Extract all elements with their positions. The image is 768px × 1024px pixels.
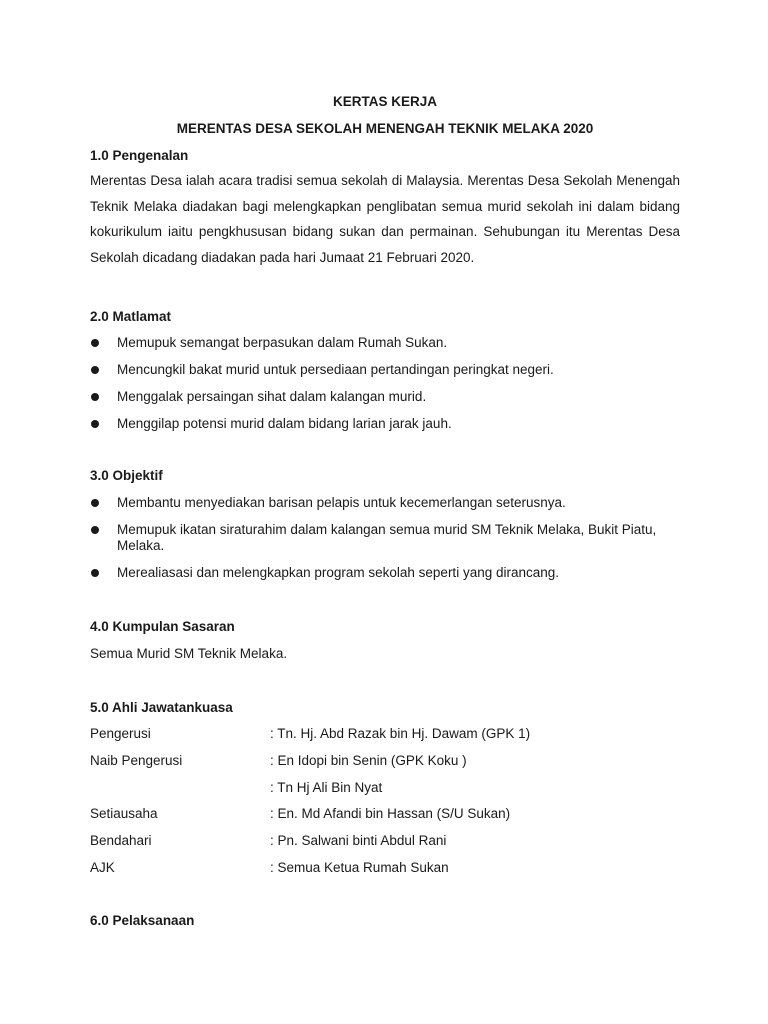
committee-role: AJK xyxy=(90,860,115,875)
committee-member: : En. Md Afandi bin Hassan (S/U Sukan) xyxy=(270,806,511,821)
section-heading-kumpulan-sasaran: 4.0 Kumpulan Sasaran xyxy=(90,619,235,634)
committee-role: Pengerusi xyxy=(90,726,151,741)
list-item xyxy=(90,565,680,581)
committee-member: : Tn Hj Ali Bin Nyat xyxy=(270,780,383,795)
bullet-icon xyxy=(91,339,99,347)
section-heading-pengenalan: 1.0 Pengenalan xyxy=(90,148,189,163)
committee-member: : Pn. Salwani binti Abdul Rani xyxy=(270,833,447,848)
list-item-text: Menggilap potensi murid dalam bidang larian jarak jauh. xyxy=(117,416,452,431)
section-heading-ahli-jawatankuasa: 5.0 Ahli Jawatankuasa xyxy=(90,700,233,715)
committee-role: Setiausaha xyxy=(90,806,158,821)
committee-role: Naib Pengerusi xyxy=(90,753,183,768)
section-heading-matlamat: 2.0 Matlamat xyxy=(90,309,172,324)
document-subtitle: MERENTAS DESA SEKOLAH MENENGAH TEKNIK MELAKA 2020 xyxy=(176,121,594,136)
bullet-icon xyxy=(91,526,99,534)
bullet-icon xyxy=(91,569,99,577)
section-heading-objektif: 3.0 Objektif xyxy=(90,468,163,483)
committee-member: : En Idopi bin Senin (GPK Koku ) xyxy=(270,753,467,768)
list-item xyxy=(90,522,680,554)
matlamat-list xyxy=(90,335,680,432)
document-title: KERTAS KERJA xyxy=(332,94,437,109)
bullet-icon xyxy=(91,393,99,401)
list-item-text: Merealiasasi dan melengkapkan program sekolah seperti yang dirancang. xyxy=(117,565,560,580)
section-heading-pelaksanaan: 6.0 Pelaksanaan xyxy=(90,913,195,928)
list-item-text: Memupuk semangat berpasukan dalam Rumah Sukan. xyxy=(117,335,448,350)
list-item-text: Mencungkil bakat murid untuk persediaan pertandingan peringkat negeri. xyxy=(117,362,554,377)
objektif-list xyxy=(90,495,680,581)
bullet-icon xyxy=(91,366,99,374)
bullet-icon xyxy=(91,420,99,428)
bullet-icon xyxy=(91,499,99,507)
committee-role: Bendahari xyxy=(90,833,152,848)
list-item xyxy=(90,335,680,351)
list-item xyxy=(90,495,680,511)
target-group-text: Semua Murid SM Teknik Melaka. xyxy=(90,646,288,661)
list-item-text: Memupuk ikatan siraturahim dalam kalangan semua murid SM Teknik Melaka, Bukit Piatu, Melaka. xyxy=(117,522,657,553)
committee-member: : Tn. Hj. Abd Razak bin Hj. Dawam (GPK 1) xyxy=(270,726,531,741)
intro-paragraph: Merentas Desa ialah acara tradisi semua sekolah di Malaysia. Merentas Desa Sekolah Menengah Teknik Melaka diadakan bagi melengkapkan penglibatan semua murid sekolah ini dalam bidang kokurikulum iaitu pengkhususan bidang sukan dan permainan. Sehubungan itu Merentas Desa Sekolah dicadang diadakan pada hari Jumaat 21 Februari 2020. xyxy=(90,173,680,265)
list-item xyxy=(90,362,680,378)
list-item-text: Menggalak persaingan sihat dalam kalangan murid. xyxy=(117,389,427,404)
list-item xyxy=(90,389,680,405)
list-item xyxy=(90,416,680,432)
list-item-text: Membantu menyediakan barisan pelapis untuk kecemerlangan seterusnya. xyxy=(117,495,566,510)
committee-member: : Semua Ketua Rumah Sukan xyxy=(270,860,449,875)
